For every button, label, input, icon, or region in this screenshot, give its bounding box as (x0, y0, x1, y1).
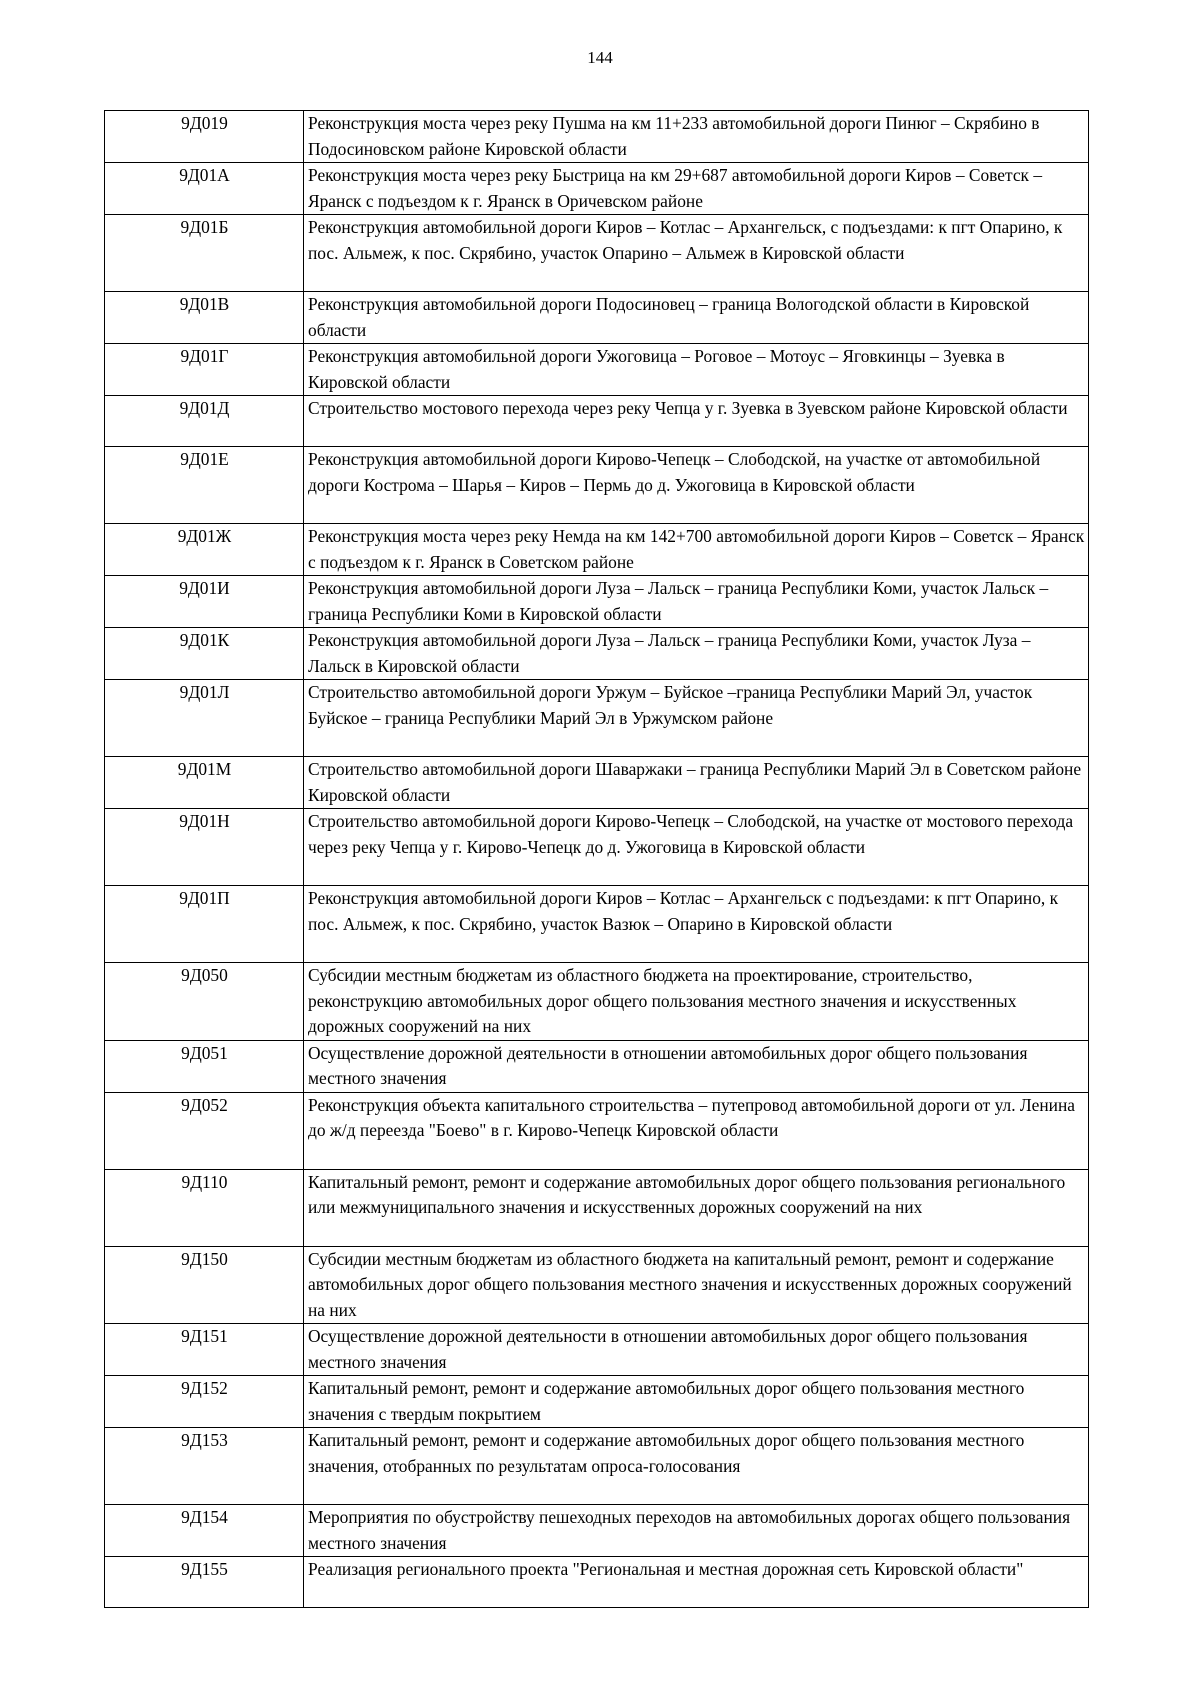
classification-table-body (105, 111, 1089, 1608)
table-row (105, 344, 1089, 396)
table-row (105, 1169, 1089, 1246)
description-cell: Осуществление дорожной деятельности в отношении автомобильных дорог общего пользования местного значения (304, 1324, 1089, 1376)
code-cell: 9Д154 (105, 1505, 304, 1557)
table-row (105, 1324, 1089, 1376)
description-cell: Субсидии местным бюджетам из областного бюджета на капитальный ремонт, ремонт и содержание автомобильных дорог общего пользования местного значения и искусственных дорожных сооружений на них (304, 1246, 1089, 1324)
code-cell: 9Д01Н (105, 809, 304, 886)
table-row (105, 215, 1089, 292)
table-row (105, 163, 1089, 215)
table-row (105, 111, 1089, 163)
table-row (105, 1557, 1089, 1608)
table-row (105, 447, 1089, 524)
code-cell: 9Д01К (105, 628, 304, 680)
page-number: 144 (587, 48, 613, 67)
table-row (105, 680, 1089, 757)
description-cell: Реконструкция автомобильной дороги Луза – Лальск – граница Республики Коми, участок Луза – Лальск в Кировской области (304, 628, 1089, 680)
code-cell: 9Д151 (105, 1324, 304, 1376)
code-cell: 9Д01Г (105, 344, 304, 396)
table-row (105, 396, 1089, 447)
table-row (105, 1246, 1089, 1324)
table-row (105, 1040, 1089, 1092)
code-cell: 9Д152 (105, 1376, 304, 1428)
table-row (105, 1376, 1089, 1428)
table-row (105, 886, 1089, 963)
description-cell: Реконструкция автомобильной дороги Кирово-Чепецк – Слободской, на участке от автомобильной дороги Кострома – Шарья – Киров – Пермь до д. Ужоговица в Кировской области (304, 447, 1089, 524)
description-cell: Мероприятия по обустройству пешеходных переходов на автомобильных дорогах общего пользования местного значения (304, 1505, 1089, 1557)
description-cell: Реализация регионального проекта "Региональная и местная дорожная сеть Кировской области" (304, 1557, 1089, 1608)
code-cell: 9Д01Л (105, 680, 304, 757)
table-row (105, 576, 1089, 628)
code-cell: 9Д01М (105, 757, 304, 809)
code-cell: 9Д01И (105, 576, 304, 628)
description-cell: Капитальный ремонт, ремонт и содержание автомобильных дорог общего пользования регионального или межмуниципального значения и искусственных дорожных сооружений на них (304, 1169, 1089, 1246)
table-row (105, 757, 1089, 809)
classification-table (104, 110, 1089, 1608)
description-cell: Реконструкция автомобильной дороги Киров – Котлас – Архангельск, с подъездами: к пгт Опарино, к пос. Альмеж, к пос. Скрябино, участок Опарино – Альмеж в Кировской области (304, 215, 1089, 292)
table-row (105, 1428, 1089, 1505)
table-row (105, 628, 1089, 680)
description-cell: Осуществление дорожной деятельности в отношении автомобильных дорог общего пользования местного значения (304, 1040, 1089, 1092)
table-row (105, 963, 1089, 1041)
description-cell: Реконструкция моста через реку Быстрица на км 29+687 автомобильной дороги Киров – Советск – Яранск с подъездом к г. Яранск в Оричевском районе (304, 163, 1089, 215)
description-cell: Субсидии местным бюджетам из областного бюджета на проектирование, строительство, реконструкцию автомобильных дорог общего пользования местного значения и искусственных дорожных сооружений на них (304, 963, 1089, 1041)
code-cell: 9Д01Е (105, 447, 304, 524)
description-cell: Реконструкция автомобильной дороги Луза – Лальск – граница Республики Коми, участок Лальск – граница Республики Коми в Кировской области (304, 576, 1089, 628)
description-cell: Строительство мостового перехода через реку Чепца у г. Зуевка в Зуевском районе Кировской области (304, 396, 1089, 447)
code-cell: 9Д01А (105, 163, 304, 215)
description-cell: Реконструкция автомобильной дороги Подосиновец – граница Вологодской области в Кировской области (304, 292, 1089, 344)
table-row (105, 1505, 1089, 1557)
description-cell: Строительство автомобильной дороги Шаваржаки – граница Республики Марий Эл в Советском районе Кировской области (304, 757, 1089, 809)
code-cell: 9Д01П (105, 886, 304, 963)
code-cell: 9Д019 (105, 111, 304, 163)
table-row (105, 292, 1089, 344)
description-cell: Строительство автомобильной дороги Кирово-Чепецк – Слободской, на участке от мостового перехода через реку Чепца у г. Кирово-Чепецк до д. Ужоговица в Кировской области (304, 809, 1089, 886)
table-row (105, 809, 1089, 886)
code-cell: 9Д01В (105, 292, 304, 344)
description-cell: Реконструкция объекта капитального строительства – путепровод автомобильной дороги от ул. Ленина до ж/д переезда "Боево" в г. Кирово-Чепецк Кировской области (304, 1092, 1089, 1169)
description-cell: Капитальный ремонт, ремонт и содержание автомобильных дорог общего пользования местного значения, отобранных по результатам опроса-голосования (304, 1428, 1089, 1505)
code-cell: 9Д050 (105, 963, 304, 1041)
description-cell: Капитальный ремонт, ремонт и содержание автомобильных дорог общего пользования местного значения с твердым покрытием (304, 1376, 1089, 1428)
code-cell: 9Д01Ж (105, 524, 304, 576)
table-row (105, 524, 1089, 576)
table-row (105, 1092, 1089, 1169)
code-cell: 9Д01Д (105, 396, 304, 447)
description-cell: Строительство автомобильной дороги Уржум – Буйское –граница Республики Марий Эл, участок Буйское – граница Республики Марий Эл в Уржумском районе (304, 680, 1089, 757)
code-cell: 9Д051 (105, 1040, 304, 1092)
description-cell: Реконструкция автомобильной дороги Киров – Котлас – Архангельск с подъездами: к пгт Опарино, к пос. Альмеж, к пос. Скрябино, участок Вазюк – Опарино в Кировской области (304, 886, 1089, 963)
code-cell: 9Д155 (105, 1557, 304, 1608)
code-cell: 9Д110 (105, 1169, 304, 1246)
code-cell: 9Д153 (105, 1428, 304, 1505)
description-cell: Реконструкция моста через реку Немда на км 142+700 автомобильной дороги Киров – Советск – Яранск с подъездом к г. Яранск в Советском районе (304, 524, 1089, 576)
description-cell: Реконструкция автомобильной дороги Ужоговица – Роговое – Мотоус – Яговкинцы – Зуевка в Кировской области (304, 344, 1089, 396)
code-cell: 9Д01Б (105, 215, 304, 292)
code-cell: 9Д150 (105, 1246, 304, 1324)
code-cell: 9Д052 (105, 1092, 304, 1169)
description-cell: Реконструкция моста через реку Пушма на км 11+233 автомобильной дороги Пинюг – Скрябино в Подосиновском районе Кировской области (304, 111, 1089, 163)
